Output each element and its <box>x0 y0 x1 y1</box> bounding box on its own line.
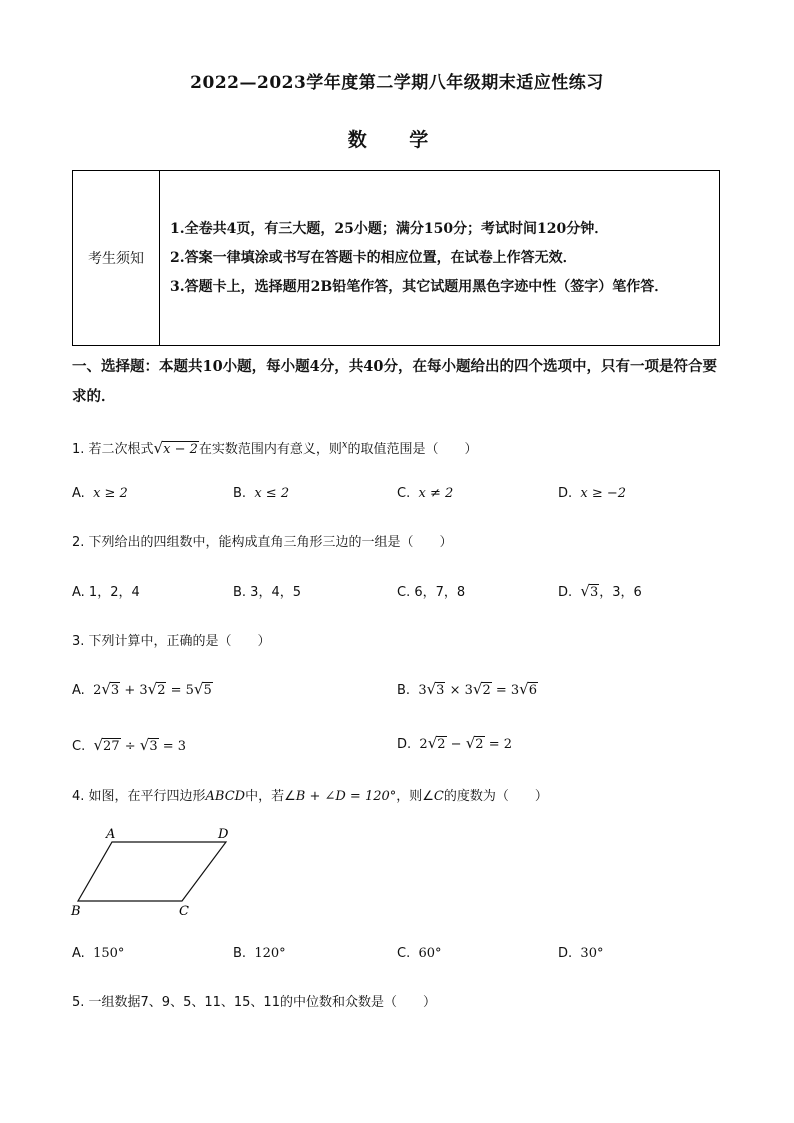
q2-option-c[interactable]: C. 6，7，8 <box>397 585 466 600</box>
q3-option-b[interactable]: B. 3√3 × 3√2 = 3√6 <box>397 680 538 698</box>
q1-option-d[interactable]: D. x ≥ −2 <box>558 486 627 501</box>
notice-item: 1.全卷共4页，有三大题，25小题；满分150分；考试时间120分钟． <box>170 221 609 237</box>
q1-option-a[interactable]: A. x ≥ 2 <box>72 486 128 501</box>
vertex-label-b: B <box>71 904 81 919</box>
q1-radicand: x − 2 <box>163 442 198 457</box>
q1-option-b[interactable]: B. x ≤ 2 <box>233 486 290 501</box>
vertex-label-d: D <box>218 827 229 842</box>
parallelogram-figure <box>70 826 240 926</box>
q1-option-c[interactable]: C. x ≠ 2 <box>397 486 454 501</box>
question-3: 3. 下列计算中，正确的是（ ） <box>72 634 271 649</box>
q1-suffix: 的取值范围是（ ） <box>347 442 478 457</box>
notice-table <box>72 170 720 346</box>
notice-label: 考生须知 <box>73 171 160 346</box>
q4-option-d[interactable]: D. 30° <box>558 946 604 961</box>
q1-prefix: 1. 若二次根式 <box>72 442 154 457</box>
vertex-label-a: A <box>106 827 116 842</box>
question-5: 5. 一组数据7、9、5、11、15、11的中位数和众数是（ ） <box>72 995 436 1010</box>
section-heading: 一、选择题：本题共10小题，每小题4分，共40分，在每小题给出的四个选项中，只有一项是符合要求的． <box>72 358 717 405</box>
q3-option-a[interactable]: A. 2√3 + 3√2 = 5√5 <box>72 680 212 698</box>
q1-var: x <box>341 439 348 451</box>
q2-option-a[interactable]: A. 1，2，4 <box>72 585 140 600</box>
q2-option-b[interactable]: B. 3，4，5 <box>233 585 301 600</box>
question-4: 4. 如图，在平行四边形ABCD中，若∠B + ∠D = 120°，则∠C的度数为（ ） <box>72 789 548 804</box>
q3-option-d[interactable]: D. 2√2 − √2 = 2 <box>397 734 512 752</box>
question-1: 1. 若二次根式√x − 2在实数范围内有意义，则$^x$的取值范围是（ ） <box>72 439 478 457</box>
q2-option-d[interactable]: D. √3，3，6 <box>558 582 642 600</box>
notice-item: 2.答案一律填涂或书写在答题卡的相应位置，在试卷上作答无效． <box>170 250 577 266</box>
q4-option-a[interactable]: A. 150° <box>72 946 125 961</box>
notice-body <box>160 171 720 346</box>
parallelogram-shape <box>78 842 226 901</box>
q3-option-c[interactable]: C. √27 ÷ √3 = 3 <box>72 736 187 754</box>
notice-item: 3.答题卡上，选择题用2B铅笔作答，其它试题用黑色字迹中性（签字）笔作答． <box>170 279 669 295</box>
q1-middle: 在实数范围内有意义，则 <box>198 442 342 457</box>
exam-title: 2022—2023学年度第二学期八年级期末适应性练习 <box>190 73 604 93</box>
question-2: 2. 下列给出的四组数中，能构成直角三角形三边的一组是（ ） <box>72 535 453 550</box>
vertex-label-c: C <box>179 904 189 919</box>
subject-title: 数 学 <box>347 129 447 151</box>
q4-option-b[interactable]: B. 120° <box>233 946 286 961</box>
q4-option-c[interactable]: C. 60° <box>397 946 442 961</box>
